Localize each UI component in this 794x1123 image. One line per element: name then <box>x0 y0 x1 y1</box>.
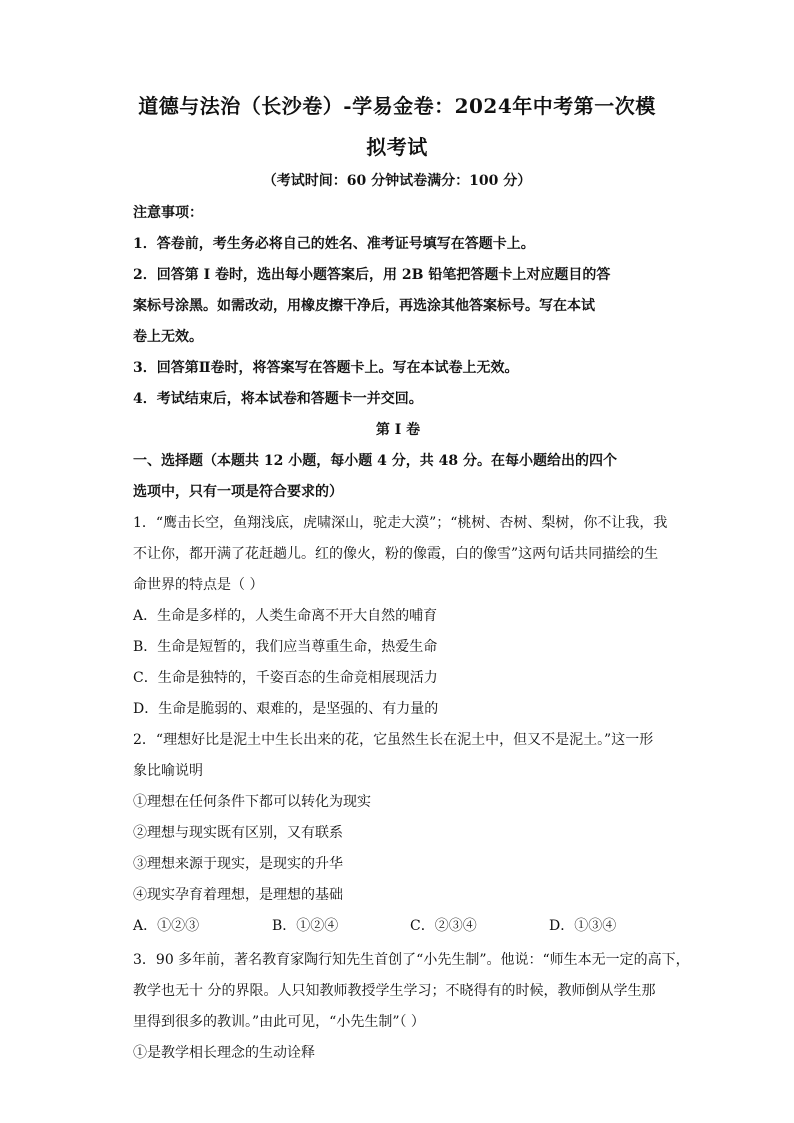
question-1-option-d: D．生命是脆弱的、艰难的，是坚强的、有力量的 <box>133 701 439 717</box>
question-1-line-1: 1．“鹰击长空，鱼翔浅底，虎啸深山，驼走大漠”；“桃树、杏树、梨树，你不让我，我 <box>133 515 668 531</box>
question-1-option-a: A．生命是多样的，人类生命离不开大自然的哺育 <box>133 608 438 624</box>
question-2-option-d: D．①③④ <box>549 918 617 934</box>
part-1-instructions-line-2: 选项中，只有一项是符合要求的） <box>133 484 343 500</box>
notice-item-1: 1．答卷前，考生务必将自己的姓名、准考证号填写在答题卡上。 <box>133 236 535 252</box>
question-1-option-b: B．生命是短暂的，我们应当尊重生命，热爱生命 <box>133 639 438 655</box>
notice-item-4: 4．考试结束后，将本试卷和答题卡一并交回。 <box>133 391 423 407</box>
question-1-line-3: 命世界的特点是（ ） <box>133 577 264 593</box>
notice-heading: 注意事项： <box>133 205 203 221</box>
question-2-statement-1: ①理想在任何条件下都可以转化为现实 <box>133 794 371 810</box>
question-2-options <box>133 915 663 935</box>
question-3-line-2: 教学也无十 分的界限。人只知教师教授学生学习；不晓得有的时候，教师倒从学生那 <box>133 983 656 999</box>
part-1-instructions-line-1: 一、选择题（本题共 12 小题，每小题 4 分，共 48 分。在每小题给出的四个 <box>133 453 617 469</box>
question-2-line-1: 2．“理想好比是泥土中生长出来的花，它虽然生长在泥土中，但又不是泥土。”这一形 <box>133 732 654 748</box>
notice-item-2-line-3: 卷上无效。 <box>133 329 203 345</box>
question-2-statement-2: ②理想与现实既有区别，又有联系 <box>133 825 343 841</box>
notice-item-2-line-2: 案标号涂黑。如需改动，用橡皮擦干净后，再选涂其他答案标号。写在本试 <box>133 298 595 314</box>
question-2-option-b: B．①②④ <box>272 918 339 934</box>
question-1-line-2: 不让你，都开满了花赶趟儿。红的像火，粉的像霞，白的像雪”这两句话共同描绘的生 <box>133 546 659 562</box>
question-3-statement-1: ①是教学相长理念的生动诠释 <box>133 1045 315 1061</box>
question-2-statement-4: ④现实孕育着理想，是理想的基础 <box>133 887 343 903</box>
notice-item-3: 3．回答第Ⅱ卷时，将答案写在答题卡上。写在本试卷上无效。 <box>133 360 519 376</box>
section-title: 第 I 卷 <box>375 422 421 438</box>
exam-title-line-2: 拟考试 <box>366 135 428 159</box>
notice-item-2-line-1: 2．回答第 I 卷时，选出每小题答案后，用 2B 铅笔把答题卡上对应题目的答 <box>133 267 611 283</box>
question-3-line-1: 3．90 多年前，著名教育家陶行知先生首创了“小先生制”。他说：“师生本无一定的高下， <box>133 952 690 968</box>
question-1-option-c: C．生命是独特的，千姿百态的生命竞相展现活力 <box>133 670 438 686</box>
exam-subtitle: （考试时间：60 分钟试卷满分：100 分） <box>262 173 532 189</box>
question-2-statement-3: ③理想来源于现实，是现实的升华 <box>133 856 343 872</box>
question-2-option-a: A．①②③ <box>133 918 200 934</box>
question-2-option-c: C．②③④ <box>410 918 477 934</box>
question-3-line-3: 里得到很多的教训。”由此可见，“小先生制”（ ） <box>133 1014 425 1030</box>
exam-title-line-1: 道德与法治（长沙卷）-学易金卷：2024年中考第一次模 <box>138 94 656 118</box>
question-2-line-2: 象比喻说明 <box>133 763 203 779</box>
